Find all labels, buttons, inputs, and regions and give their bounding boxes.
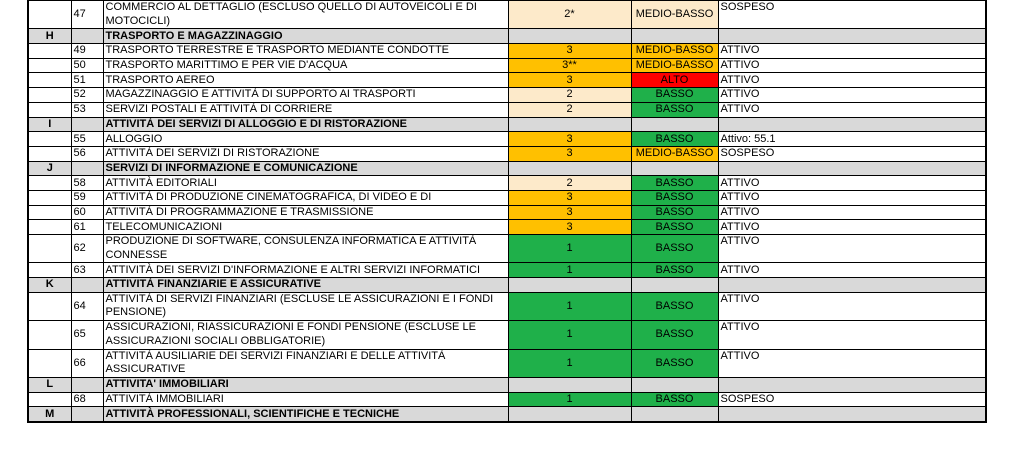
activity-description: ATTIVITÀ DEI SERVIZI DI RISTORAZIONE <box>103 146 508 161</box>
class-value: 2 <box>508 176 631 191</box>
section-letter: K <box>28 278 71 293</box>
status-value: SOSPESO <box>718 1 986 29</box>
section-status-cell <box>718 117 986 132</box>
ateco-code: 60 <box>71 205 103 220</box>
risk-level: ALTO <box>631 73 718 88</box>
section-title: ATTIVITÀ FINANZIARIE E ASSICURATIVE <box>103 278 508 293</box>
table-row <box>28 44 986 59</box>
section-status-cell <box>718 377 986 392</box>
activity-description: SERVIZI POSTALI E ATTIVITÀ DI CORRIERE <box>103 102 508 117</box>
status-value: ATTIVO <box>718 102 986 117</box>
class-value: 1 <box>508 349 631 377</box>
section-title: SERVIZI DI INFORMAZIONE E COMUNICAZIONE <box>103 161 508 176</box>
activity-description: ATTIVITÀ DI PROGRAMMAZIONE E TRASMISSIONE <box>103 205 508 220</box>
table-row <box>28 263 986 278</box>
table-row <box>28 321 986 349</box>
status-value: ATTIVO <box>718 292 986 320</box>
risk-level: BASSO <box>631 102 718 117</box>
table-body <box>28 1 986 423</box>
table-row <box>28 132 986 147</box>
status-value: ATTIVO <box>718 58 986 73</box>
table-row <box>28 176 986 191</box>
risk-level: MEDIO-BASSO <box>631 146 718 161</box>
section-row <box>28 161 986 176</box>
section-class-cell <box>508 407 631 422</box>
section-row <box>28 278 986 293</box>
section-title: ATTIVITÀ PROFESSIONALI, SCIENTIFICHE E TECNICHE <box>103 407 508 422</box>
status-value: SOSPESO <box>718 392 986 407</box>
risk-level: BASSO <box>631 349 718 377</box>
risk-level: MEDIO-BASSO <box>631 1 718 29</box>
ateco-code: 51 <box>71 73 103 88</box>
ateco-code: 66 <box>71 349 103 377</box>
class-value: 3 <box>508 44 631 59</box>
ateco-code: 68 <box>71 392 103 407</box>
section-title: TRASPORTO E MAGAZZINAGGIO <box>103 29 508 44</box>
activity-description: MAGAZZINAGGIO E ATTIVITÀ DI SUPPORTO AI TRASPORTI <box>103 88 508 103</box>
letter-cell <box>28 176 71 191</box>
activity-description: PRODUZIONE DI SOFTWARE, CONSULENZA INFORMATICA E ATTIVITÀ CONNESSE <box>103 235 508 263</box>
section-code-cell <box>71 117 103 132</box>
risk-level: BASSO <box>631 292 718 320</box>
ateco-code: 50 <box>71 58 103 73</box>
status-value: ATTIVO <box>718 190 986 205</box>
risk-level: BASSO <box>631 220 718 235</box>
risk-level: BASSO <box>631 263 718 278</box>
status-value: ATTIVO <box>718 321 986 349</box>
section-code-cell <box>71 377 103 392</box>
ateco-code: 63 <box>71 263 103 278</box>
class-value: 3 <box>508 220 631 235</box>
activity-description: TELECOMUNICAZIONI <box>103 220 508 235</box>
letter-cell <box>28 132 71 147</box>
class-value: 2* <box>508 1 631 29</box>
ateco-code: 47 <box>71 1 103 29</box>
ateco-code: 61 <box>71 220 103 235</box>
risk-level: BASSO <box>631 88 718 103</box>
table-row <box>28 146 986 161</box>
table-row <box>28 235 986 263</box>
section-class-cell <box>508 278 631 293</box>
ateco-code: 64 <box>71 292 103 320</box>
section-status-cell <box>718 29 986 44</box>
table-row <box>28 190 986 205</box>
letter-cell <box>28 263 71 278</box>
class-value: 3 <box>508 205 631 220</box>
class-value: 1 <box>508 321 631 349</box>
ateco-code: 55 <box>71 132 103 147</box>
ateco-code: 62 <box>71 235 103 263</box>
risk-level: BASSO <box>631 176 718 191</box>
risk-level: MEDIO-BASSO <box>631 58 718 73</box>
letter-cell <box>28 292 71 320</box>
status-value: Attivo: 55.1 <box>718 132 986 147</box>
section-code-cell <box>71 29 103 44</box>
class-value: 1 <box>508 235 631 263</box>
section-code-cell <box>71 161 103 176</box>
section-status-cell <box>718 407 986 422</box>
status-value: ATTIVO <box>718 44 986 59</box>
status-value: ATTIVO <box>718 235 986 263</box>
letter-cell <box>28 205 71 220</box>
section-status-cell <box>718 278 986 293</box>
class-value: 1 <box>508 263 631 278</box>
status-value: ATTIVO <box>718 205 986 220</box>
section-code-cell <box>71 278 103 293</box>
risk-level: BASSO <box>631 190 718 205</box>
section-risk-cell <box>631 161 718 176</box>
activity-description: TRASPORTO AEREO <box>103 73 508 88</box>
ateco-code: 59 <box>71 190 103 205</box>
class-value: 3** <box>508 58 631 73</box>
status-value: ATTIVO <box>718 88 986 103</box>
ateco-code: 65 <box>71 321 103 349</box>
ateco-code: 58 <box>71 176 103 191</box>
activity-description: COMMERCIO AL DETTAGLIO (ESCLUSO QUELLO DI AUTOVEICOLI E DI MOTOCICLI) <box>103 1 508 29</box>
section-class-cell <box>508 161 631 176</box>
activity-description: ATTIVITÀ AUSILIARIE DEI SERVIZI FINANZIARI E DELLE ATTIVITÀ ASSICURATIVE <box>103 349 508 377</box>
ateco-code: 56 <box>71 146 103 161</box>
table-row <box>28 73 986 88</box>
class-value: 3 <box>508 73 631 88</box>
table-row <box>28 58 986 73</box>
class-value: 2 <box>508 88 631 103</box>
section-title: ATTIVITÀ DEI SERVIZI DI ALLOGGIO E DI RISTORAZIONE <box>103 117 508 132</box>
risk-level: BASSO <box>631 205 718 220</box>
risk-level: MEDIO-BASSO <box>631 44 718 59</box>
activity-description: ATTIVITÀ DEI SERVIZI D'INFORMAZIONE E ALTRI SERVIZI INFORMATICI <box>103 263 508 278</box>
section-class-cell <box>508 117 631 132</box>
letter-cell <box>28 73 71 88</box>
ateco-code: 53 <box>71 102 103 117</box>
section-letter: L <box>28 377 71 392</box>
status-value: ATTIVO <box>718 73 986 88</box>
letter-cell <box>28 58 71 73</box>
status-value: SOSPESO <box>718 146 986 161</box>
activity-description: TRASPORTO TERRESTRE E TRASPORTO MEDIANTE CONDOTTE <box>103 44 508 59</box>
status-value: ATTIVO <box>718 263 986 278</box>
table-row <box>28 205 986 220</box>
ateco-code: 49 <box>71 44 103 59</box>
activity-description: ATTIVITÀ IMMOBILIARI <box>103 392 508 407</box>
table-row <box>28 292 986 320</box>
letter-cell <box>28 190 71 205</box>
letter-cell <box>28 1 71 29</box>
status-value: ATTIVO <box>718 220 986 235</box>
section-risk-cell <box>631 117 718 132</box>
section-letter: J <box>28 161 71 176</box>
section-risk-cell <box>631 278 718 293</box>
class-value: 3 <box>508 146 631 161</box>
table-row <box>28 88 986 103</box>
table-row <box>28 1 986 29</box>
letter-cell <box>28 235 71 263</box>
letter-cell <box>28 102 71 117</box>
ateco-code: 52 <box>71 88 103 103</box>
section-title: ATTIVITA' IMMOBILIARI <box>103 377 508 392</box>
status-value: ATTIVO <box>718 176 986 191</box>
class-value: 1 <box>508 292 631 320</box>
activity-description: ATTIVITÀ DI SERVIZI FINANZIARI (ESCLUSE LE ASSICURAZIONI E I FONDI PENSIONE) <box>103 292 508 320</box>
risk-level: BASSO <box>631 321 718 349</box>
table-row <box>28 102 986 117</box>
letter-cell <box>28 220 71 235</box>
section-class-cell <box>508 29 631 44</box>
section-letter: M <box>28 407 71 422</box>
section-risk-cell <box>631 407 718 422</box>
activity-description: ASSICURAZIONI, RIASSICURAZIONI E FONDI PENSIONE (ESCLUSE LE ASSICURAZIONI SOCIALI OBBLIGATORIE) <box>103 321 508 349</box>
section-row <box>28 29 986 44</box>
class-value: 3 <box>508 132 631 147</box>
activity-description: ATTIVITÀ DI PRODUZIONE CINEMATOGRAFICA, DI VIDEO E DI <box>103 190 508 205</box>
section-risk-cell <box>631 377 718 392</box>
section-row <box>28 117 986 132</box>
section-letter: I <box>28 117 71 132</box>
risk-level: BASSO <box>631 132 718 147</box>
section-status-cell <box>718 161 986 176</box>
letter-cell <box>28 321 71 349</box>
class-value: 1 <box>508 392 631 407</box>
activity-description: ATTIVITÀ EDITORIALI <box>103 176 508 191</box>
table-row <box>28 392 986 407</box>
section-row <box>28 377 986 392</box>
risk-level: BASSO <box>631 392 718 407</box>
class-value: 3 <box>508 190 631 205</box>
risk-level: BASSO <box>631 235 718 263</box>
table-row <box>28 349 986 377</box>
ateco-risk-table <box>27 0 987 423</box>
letter-cell <box>28 392 71 407</box>
status-value: ATTIVO <box>718 349 986 377</box>
letter-cell <box>28 88 71 103</box>
letter-cell <box>28 349 71 377</box>
letter-cell <box>28 146 71 161</box>
section-risk-cell <box>631 29 718 44</box>
table-row <box>28 220 986 235</box>
section-row <box>28 407 986 422</box>
letter-cell <box>28 44 71 59</box>
section-letter: H <box>28 29 71 44</box>
section-class-cell <box>508 377 631 392</box>
activity-description: TRASPORTO MARITTIMO E PER VIE D'ACQUA <box>103 58 508 73</box>
class-value: 2 <box>508 102 631 117</box>
section-code-cell <box>71 407 103 422</box>
activity-description: ALLOGGIO <box>103 132 508 147</box>
